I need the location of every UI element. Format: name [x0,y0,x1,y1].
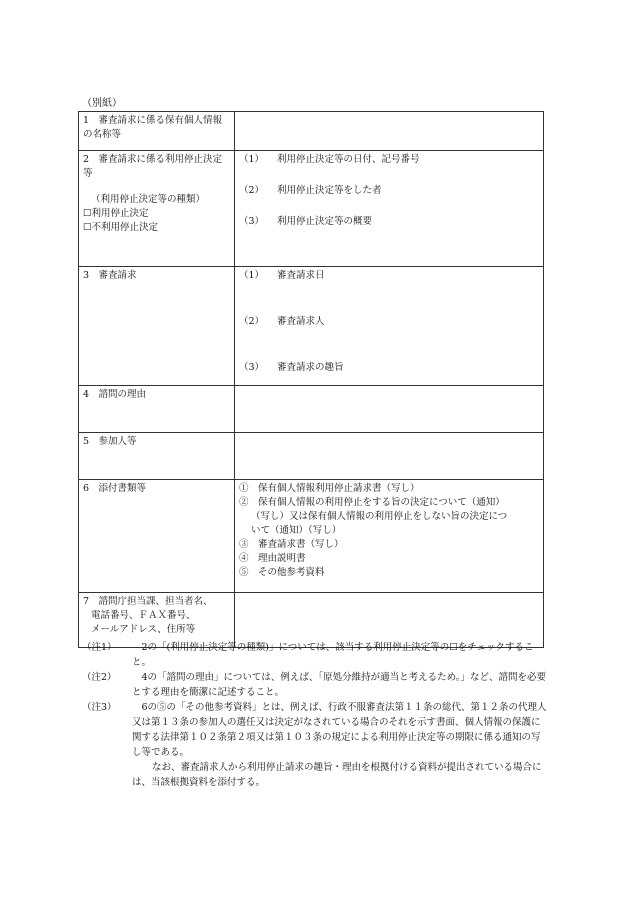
attachment-label: （別紙） [82,98,122,109]
row3-label: 3 審査請求 [79,267,235,386]
review-request-form-table [78,111,544,648]
row1-value[interactable] [235,112,544,151]
attachment-item: ② 保有個人情報の利用停止をする旨の決定について（通知） [239,497,505,508]
row5-value[interactable] [235,433,544,480]
checkbox-suspension[interactable]: ☐利用停止決定 [83,208,149,219]
row5-label: 5 参加人等 [79,433,235,480]
row2-item: （1） 利用停止決定等の日付、記号番号 [239,154,420,165]
decision-kind-title: （利用停止決定等の種類） [91,194,206,205]
row4-value[interactable] [235,386,544,433]
final-paragraph: なお、審査請求人から利用停止請求の趣旨・理由を根拠付ける資料が提出されている場合には、当該根拠資料を添付する。 [132,762,542,788]
attachment-item-continued: いて（通知）（写し） [251,525,342,536]
row3-item: （1） 審査請求日 [239,270,325,281]
row-consultation-reason [79,386,544,433]
row7-label-line: 電話番号、ＦＡＸ番号、 [91,610,196,621]
attachment-item-continued: （写し）又は保有個人情報の利用停止をしない旨の決定につ [251,511,508,522]
attachment-list [235,480,544,593]
attachment-item: ④ 理由説明書 [239,553,306,564]
row3-value-cell [235,267,544,386]
row4-label: 4 諮問の理由 [79,386,235,433]
row2-item: （3） 利用停止決定等の概要 [239,216,373,227]
row2-label: 2 審査請求に係る利用停止決定等 [83,154,223,179]
note-1: （注1） 2の「(利用停止決定等の種類)」については、該当する利用停止決定等の☐をチェックすること。 [82,642,534,668]
row3-item: （3） 審査請求の趣旨 [239,362,344,373]
note-2: （注2） 4の「諮問の理由」については、例えば、「原処分維持が適当と考えるため。」など、諮問を必要とする理由を簡潔に記述すること。 [82,672,546,698]
row-participants [79,433,544,480]
row2-value-cell [235,151,544,267]
row2-item: （2） 利用停止決定等をした者 [239,185,382,196]
row-attachments [79,480,544,593]
row7-label-line: 7 諮問庁担当課、担当者名、 [83,596,213,607]
attachment-item: ⑤ その他参考資料 [239,567,325,578]
attachment-item: ① 保有個人情報利用停止請求書（写し） [239,483,420,494]
row-suspension-decision [79,151,544,267]
attachment-item: ③ 審査請求書（写し） [239,539,344,550]
row1-label: 1 審査請求に係る保有個人情報の名称等 [79,112,235,151]
row2-label-cell [79,151,235,267]
row-review-request [79,267,544,386]
notes-section [82,640,548,790]
row7-label-line: メールアドレス、住所等 [91,624,196,635]
row6-label: 6 添付書類等 [79,480,235,593]
checkbox-non-suspension[interactable]: ☐不利用停止決定 [83,222,159,233]
row-personal-info-name [79,112,544,151]
note-3: （注3） 6の⑤の「その他参考資料」とは、例えば、行政不服審査法第１１条の総代、第１２条の代理人又は第１３条の参加人の選任又は決定がなされている場合のそれを示す書面、個人情報の保護に関する法律第１０２条第２項又は第１０３条の規定による利用停止決定等の期限に係る通知の写し等である。 [82,702,547,758]
row3-item: （2） 審査請求人 [239,316,325,327]
